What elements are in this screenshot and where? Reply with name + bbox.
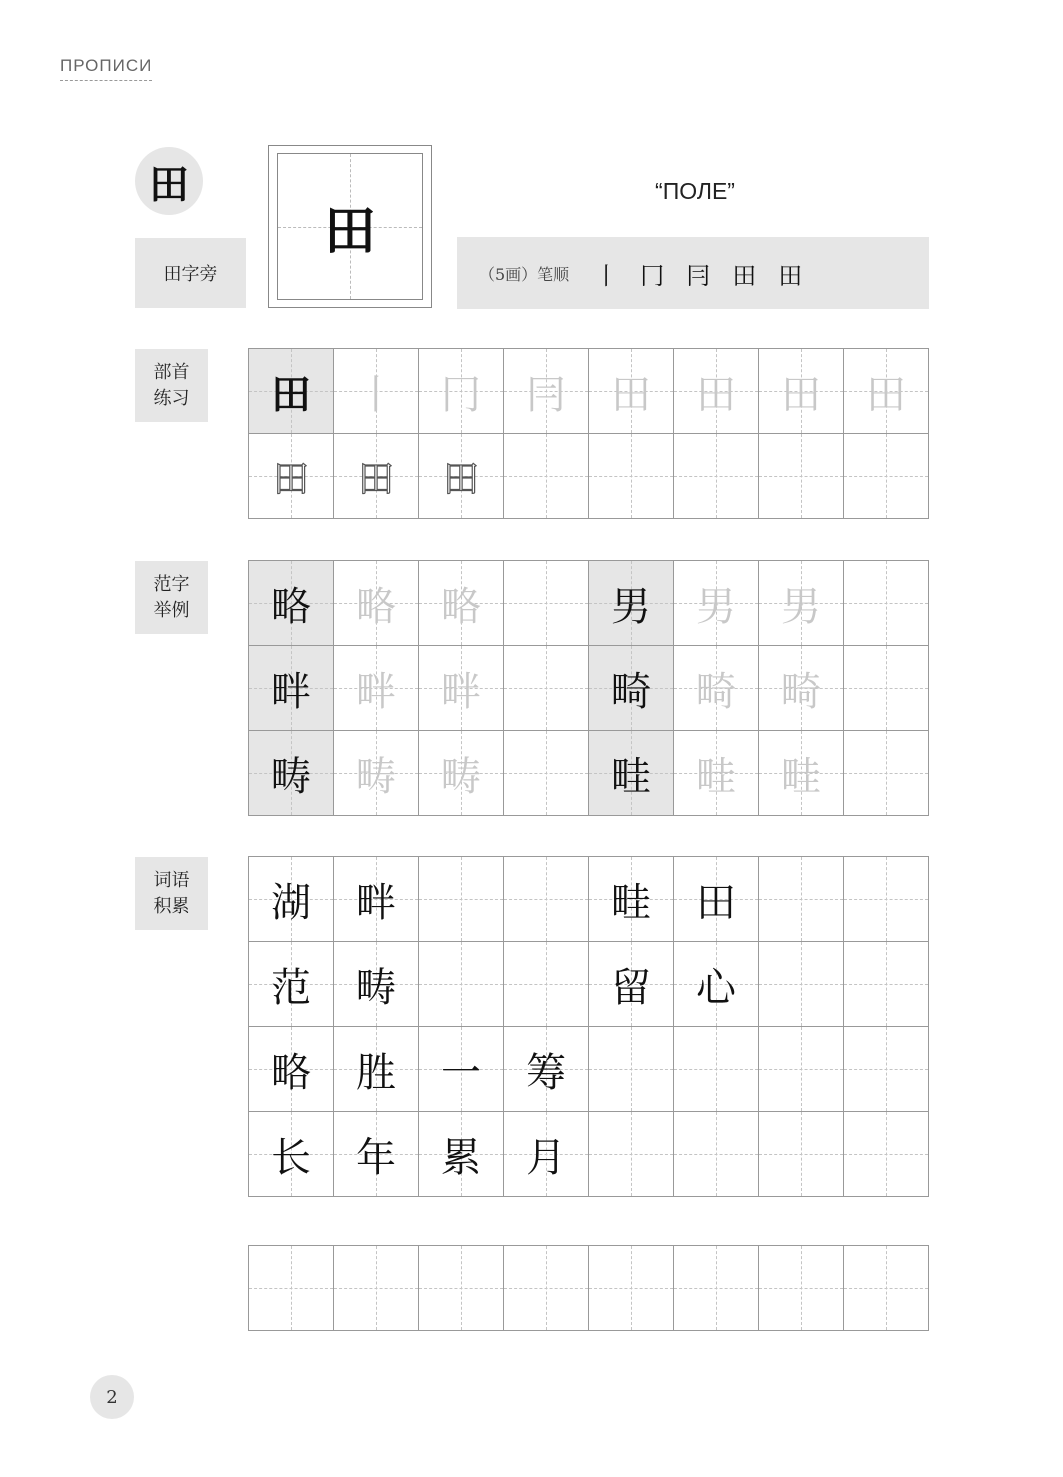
practice-cell[interactable] [759, 857, 844, 942]
practice-cell[interactable] [249, 434, 334, 519]
practice-cell[interactable] [759, 1246, 844, 1331]
practice-cell[interactable] [334, 731, 419, 816]
cell-character: 年 [356, 1134, 396, 1181]
radical-badge: 田 [135, 147, 203, 215]
practice-cell[interactable] [504, 561, 589, 646]
cell-character: 畴 [356, 964, 396, 1011]
cell-character: 畦 [696, 753, 736, 800]
practice-cell[interactable] [759, 1027, 844, 1112]
practice-cell[interactable] [249, 349, 334, 434]
practice-cell[interactable] [504, 1027, 589, 1112]
cell-character: 畸 [611, 668, 651, 715]
cell-character: 畦 [781, 753, 821, 800]
practice-cell[interactable] [249, 1112, 334, 1197]
practice-cell[interactable] [334, 857, 419, 942]
cell-character: 月 [526, 1134, 566, 1181]
cell-character: 畴 [441, 753, 481, 800]
practice-cell[interactable] [759, 434, 844, 519]
practice-cell[interactable] [504, 1246, 589, 1331]
stroke-order-label: （5画）笔顺 [479, 264, 570, 284]
practice-cell[interactable] [674, 561, 759, 646]
stroke-order-bar [457, 237, 929, 309]
practice-cell[interactable] [419, 942, 504, 1027]
practice-cell[interactable] [674, 1246, 759, 1331]
vocabulary-grid [248, 856, 929, 1197]
section-label-vocabulary [135, 857, 208, 930]
practice-cell[interactable] [419, 349, 504, 434]
stroke-step: 冃 [686, 261, 711, 290]
practice-cell[interactable] [249, 561, 334, 646]
practice-cell[interactable] [589, 646, 674, 731]
cell-character: 胜 [356, 1049, 396, 1096]
practice-cell[interactable] [589, 1112, 674, 1197]
practice-cell[interactable] [504, 434, 589, 519]
practice-cell[interactable] [844, 646, 929, 731]
section-label-text: 范字举例 [153, 573, 190, 621]
practice-cell[interactable] [249, 1246, 334, 1331]
practice-cell[interactable] [504, 646, 589, 731]
practice-cell[interactable] [334, 646, 419, 731]
blank-practice-grid [248, 1245, 929, 1331]
practice-cell[interactable] [844, 434, 929, 519]
practice-cell[interactable] [589, 561, 674, 646]
practice-cell[interactable] [419, 1246, 504, 1331]
practice-cell[interactable] [674, 434, 759, 519]
cell-character: 田 [866, 371, 906, 418]
cell-character: 冃 [526, 371, 566, 418]
practice-cell[interactable] [249, 857, 334, 942]
section-label-examples [135, 561, 208, 634]
practice-cell[interactable] [589, 857, 674, 942]
practice-cell[interactable] [589, 731, 674, 816]
cell-character: 田 [696, 371, 736, 418]
practice-cell[interactable] [249, 646, 334, 731]
practice-cell[interactable] [844, 731, 929, 816]
practice-cell[interactable] [419, 561, 504, 646]
practice-cell[interactable] [334, 561, 419, 646]
practice-cell[interactable] [674, 731, 759, 816]
practice-cell[interactable] [759, 1112, 844, 1197]
cell-character: 略 [356, 583, 396, 630]
practice-cell[interactable] [674, 1027, 759, 1112]
cell-character: 一 [441, 1049, 481, 1096]
running-title: ПРОПИСИ [60, 56, 152, 81]
cell-character: 畸 [696, 668, 736, 715]
practice-cell[interactable] [759, 942, 844, 1027]
cell-character: 长 [271, 1134, 311, 1181]
practice-cell[interactable] [249, 1027, 334, 1112]
practice-cell[interactable] [504, 857, 589, 942]
practice-cell[interactable] [674, 1112, 759, 1197]
cell-character: 男 [696, 583, 736, 630]
stroke-step: 冂 [640, 261, 665, 290]
cell-character: 略 [271, 583, 311, 630]
practice-cell[interactable] [334, 434, 419, 519]
cell-character: 累 [441, 1134, 481, 1181]
practice-cell[interactable] [759, 349, 844, 434]
practice-cell[interactable] [419, 1027, 504, 1112]
practice-cell[interactable] [504, 731, 589, 816]
practice-cell[interactable] [844, 1112, 929, 1197]
practice-cell[interactable] [674, 646, 759, 731]
radical-practice-grid [248, 348, 929, 519]
practice-cell[interactable] [249, 942, 334, 1027]
section-label-text: 词语积累 [153, 869, 190, 917]
practice-cell[interactable] [589, 1027, 674, 1112]
practice-cell[interactable] [334, 942, 419, 1027]
cell-character: 田 [442, 458, 479, 500]
cell-character: 畦 [611, 879, 651, 926]
practice-cell[interactable] [589, 349, 674, 434]
practice-cell[interactable] [334, 1027, 419, 1112]
practice-cell[interactable] [504, 1112, 589, 1197]
section-label-text: 部首练习 [153, 361, 190, 409]
cell-character: 略 [271, 1049, 311, 1096]
practice-cell[interactable] [419, 857, 504, 942]
practice-cell[interactable] [589, 434, 674, 519]
cell-character: 田 [357, 458, 394, 500]
stroke-step: 田 [778, 261, 803, 290]
practice-cell[interactable] [844, 561, 929, 646]
large-character-grid [277, 153, 423, 300]
practice-cell[interactable] [334, 1112, 419, 1197]
practice-cell[interactable] [844, 857, 929, 942]
practice-cell[interactable] [504, 942, 589, 1027]
practice-cell[interactable] [334, 1246, 419, 1331]
cell-character: 畔 [271, 668, 311, 715]
cell-character: 筹 [526, 1049, 566, 1096]
practice-cell[interactable] [844, 349, 929, 434]
page-number: 2 [90, 1375, 134, 1419]
cell-character: 留 [611, 964, 651, 1011]
practice-cell[interactable] [844, 1246, 929, 1331]
practice-cell[interactable] [759, 731, 844, 816]
practice-cell[interactable] [589, 1246, 674, 1331]
practice-cell[interactable] [674, 349, 759, 434]
practice-cell[interactable] [504, 349, 589, 434]
cell-character: 湖 [271, 879, 311, 926]
stroke-step: 田 [732, 261, 757, 290]
cell-character: 田 [272, 458, 309, 500]
cell-character: 丨 [356, 371, 396, 418]
practice-cell[interactable] [334, 349, 419, 434]
practice-cell[interactable] [419, 434, 504, 519]
cell-character: 田 [781, 371, 821, 418]
cell-character: 男 [781, 583, 821, 630]
practice-cell[interactable] [759, 561, 844, 646]
example-characters-grid [248, 560, 929, 816]
cell-character: 田 [696, 879, 736, 926]
large-character: 田 [323, 201, 376, 262]
practice-cell[interactable] [674, 857, 759, 942]
cell-character: 畴 [356, 753, 396, 800]
section-label-radical-practice [135, 349, 208, 422]
practice-cell[interactable] [419, 646, 504, 731]
practice-cell[interactable] [674, 942, 759, 1027]
cell-character: 畔 [356, 879, 396, 926]
practice-cell[interactable] [419, 1112, 504, 1197]
cell-character: 田 [611, 371, 651, 418]
practice-cell[interactable] [844, 1027, 929, 1112]
practice-cell[interactable] [589, 942, 674, 1027]
cell-character: 冂 [441, 371, 481, 418]
cell-character: 畦 [611, 753, 651, 800]
practice-cell[interactable] [759, 646, 844, 731]
cell-character: 畴 [271, 753, 311, 800]
practice-cell[interactable] [844, 942, 929, 1027]
cell-character: 畔 [356, 668, 396, 715]
cell-character: 男 [611, 583, 651, 630]
practice-cell[interactable] [419, 731, 504, 816]
cell-character: 田 [271, 370, 311, 418]
large-character-box [268, 145, 432, 308]
cell-character: 心 [696, 964, 736, 1011]
cell-character: 略 [441, 583, 481, 630]
cell-character: 畸 [781, 668, 821, 715]
radical-name: 田字旁 [135, 238, 246, 308]
practice-cell[interactable] [249, 731, 334, 816]
cell-character: 范 [271, 964, 311, 1011]
radical-meaning: “ПОЛЕ” [655, 178, 735, 204]
cell-character: 畔 [441, 668, 481, 715]
stroke-step: 丨 [594, 261, 619, 290]
